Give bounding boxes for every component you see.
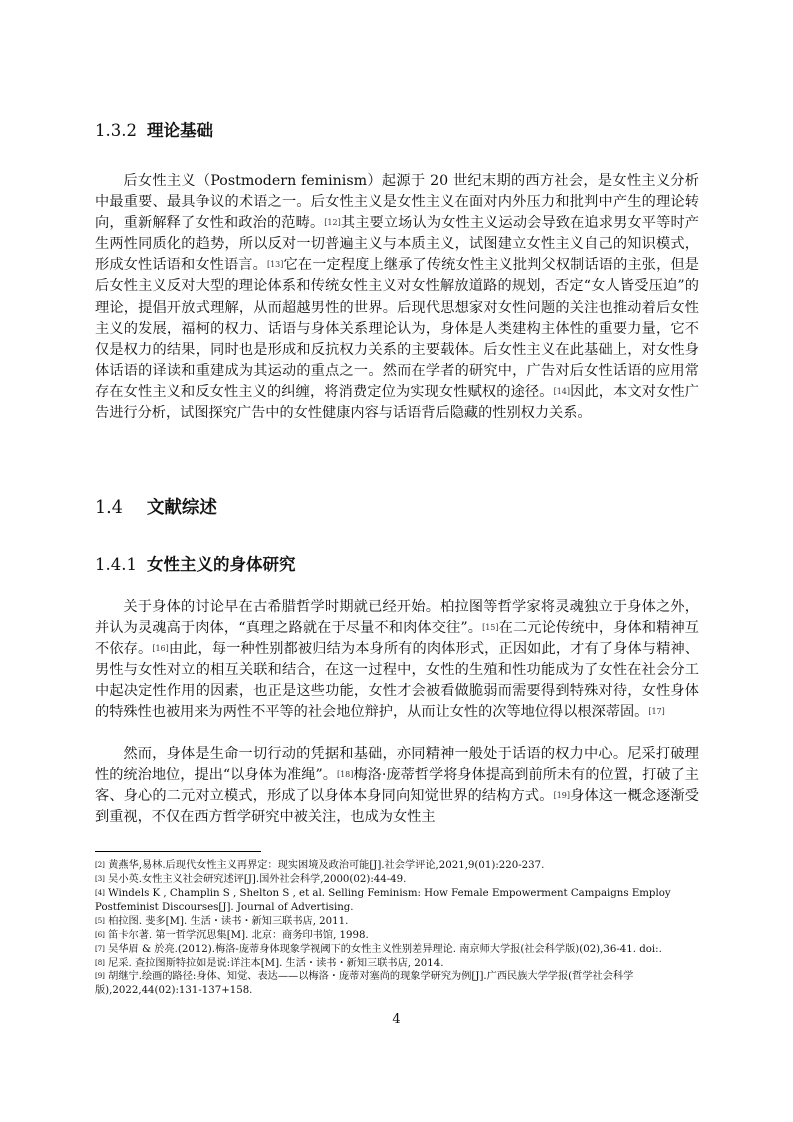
footnote-text: 尼采. 查拉图斯特拉如是说:详注本[M]. 生活・读书・新知三联书店, 2014.: [108, 957, 444, 969]
footnote-mark: [5]: [95, 916, 105, 925]
footnote: [95, 915, 705, 929]
section-heading-1-3-2: [95, 117, 213, 141]
citation-ref: [12]: [324, 218, 341, 228]
page-number: 4: [392, 1012, 401, 1027]
footnote-divider: [95, 851, 261, 852]
footnotes: [95, 859, 705, 998]
footnote-text: 笛卡尔著. 第一哲学沉思集[M]. 北京：商务印书馆, 1998.: [108, 929, 369, 941]
footnote: [95, 957, 705, 971]
paragraph-text: 身体这一概念逐渐受到重视，不仅在西方哲学研究中被关注，也成为女性主: [95, 788, 699, 826]
paragraph-body-philosophy: [95, 744, 699, 828]
footnote-text: 黄燕华,易林.后现代女性主义再界定：现实困境及政治可能[J].社会学评论,2021,9(01):220-237.: [108, 860, 545, 871]
section-number: 1.3.2: [95, 121, 137, 140]
paragraph-text: 由此，每一种性别都被归结为本身所有的肉体形式，正因如此，才有了身体与精神、男性与女性对立的相互关联和结合，在这一过程中，女性的生殖和性功能成为了女性在社会分工中起决定性作用的因素，也正是这些功能，女性才会被看做脆弱而需要得到特殊对待，女性身体的特殊性也被用来为两性不平等的社会地位辩护，从而让女性的次等地位得以根深蒂固。: [95, 641, 699, 721]
section-title: 女性主义的身体研究: [146, 555, 296, 574]
section-number: 1.4.1: [95, 555, 137, 574]
citation-ref: [19]: [553, 791, 570, 801]
footnote: [95, 873, 705, 887]
paragraph-text: 关于身体的讨论早在古希腊哲学时期就已经开始。柏拉图等哲学家将灵魂独立于身体之外，并认为灵魂高于肉体，“真理之路就在于尽量不和肉体交往”。: [95, 599, 699, 637]
paragraph-text: 在二元论传统中，身体和精神互不依存。: [95, 620, 699, 658]
section-heading-1-4: [95, 494, 217, 519]
paragraph-text: 梅洛·庞蒂哲学将身体提高到前所未有的位置，打破了主客、身心的二元对立模式，形成了以身体本身同向知觉世界的结构方式。: [95, 767, 699, 805]
footnote: [95, 929, 705, 943]
citation-ref: [18]: [336, 770, 354, 780]
footnote-text: 吴小英.女性主义社会研究述评[J].国外社会科学,2000(02):44-49.: [108, 873, 407, 885]
footnote-mark: [7]: [95, 944, 105, 953]
footnote-text: Windels K , Champlin S , Shelton S , et al. Selling Feminism: How Female Empowerment Campaigns Employ Postfeminist Discourses[J]. Journal of Advertising.: [95, 887, 671, 913]
section-title: 理论基础: [146, 121, 213, 140]
footnote-text: 吴华眉 & 於亮.(2012).梅洛-庞蒂身体现象学视阈下的女性主义性别差异理论. 南京师大学报(社会科学版)(02),36-41. doi:.: [108, 943, 662, 955]
footnote-mark: [8]: [95, 958, 105, 967]
section-title: 文献综述: [146, 498, 217, 518]
footnote-mark: [2]: [95, 861, 105, 869]
citation-ref: [13]: [266, 260, 284, 270]
section-heading-1-4-1: [95, 551, 295, 575]
footnote-text: 柏拉图. 斐多[M]. 生活・读书・新知三联书店, 2011.: [108, 915, 349, 927]
footnote: [95, 970, 705, 997]
citation-ref: [16]: [152, 644, 169, 654]
footnote: [95, 887, 705, 914]
footnote: [95, 859, 705, 873]
footnote-mark: [4]: [95, 888, 105, 897]
paragraph-text: 因此，本文对女性广告进行分析，试图探究广告中的女性健康内容与话语背后隐藏的性别权力关系。: [95, 383, 699, 422]
footnote: [95, 943, 705, 957]
paragraph-text: 其主要立场认为女性主义运动会导致在追求男女平等时产生两性同质化的趋势，所以反对一切普遍主义与本质主义，试图建立女性主义自己的知识模式，形成女性话语和女性语言。: [95, 215, 699, 274]
citation-ref: [15]: [482, 623, 499, 633]
section-number: 1.4: [95, 498, 123, 518]
paragraph-text: 后女性主义（Postmodern feminism）起源于 20 世纪末期的西方社会，是女性主义分析中最重要、最具争议的术语之一。后女性主义是女性主义在面对内外压力和批判中产生的理论转向，重新解释了女性和政治的范畴。: [95, 173, 699, 232]
citation-ref: [14]: [553, 386, 570, 396]
footnote-text: 胡继宁.绘画的路径:身体、知觉、表达——以梅洛・庞蒂对塞尚的现象学研究为例[J].广西民族大学学报(哲学社会科学版),2022,44(02):131-137+158.: [95, 971, 634, 997]
footnote-mark: [3]: [95, 874, 105, 883]
paragraph-body-research: [95, 597, 699, 724]
citation-ref: [17]: [648, 707, 665, 717]
footnote-mark: [6]: [95, 930, 105, 939]
footnote-mark: [9]: [95, 972, 105, 981]
paragraph-theory: [95, 171, 699, 424]
paragraph-text: 它在一定程度上继承了传统女性主义批判父权制话语的主张，但是后女性主义反对大型的理论体系和传统女性主义对女性解放道路的规划，否定“女人皆受压迫”的理论，提倡开放式理解，从而超越男性的世界。后现代思想家对女性问题的关注也推动着后女性主义的发展，福柯的权力、话语与身体关系理论认为，身体是人类建构主体性的重要力量，它不仅是权力的结果，同时也是形成和反抗权力关系的主要载体。后女性主义在此基础上，对女性身体话语的译读和重建成为其运动的重点之一。然而在学者的研究中，广告对后女性话语的应用常存在女性主义和反女性主义的纠缠，将消费定位为实现女性赋权的途径。: [95, 257, 699, 400]
paragraph-text: 然而，身体是生命一切行动的凭据和基础，亦同精神一般处于话语的权力中心。尼采打破理性的统治地位，提出“以身体为准绳”。: [95, 746, 699, 784]
